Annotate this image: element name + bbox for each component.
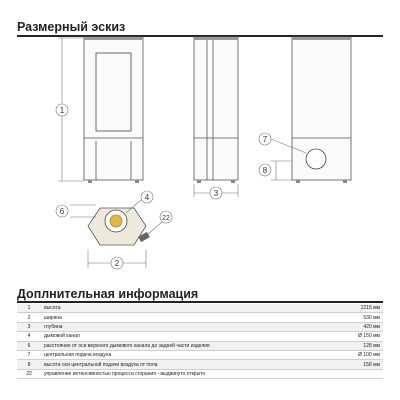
spec-row-label: центральная подача воздуха — [41, 350, 317, 359]
spec-row-number: 2 — [17, 313, 41, 322]
spec-row-value: 158 мм — [317, 360, 383, 369]
spec-row-value — [317, 369, 383, 378]
callout-width: 2 — [114, 259, 120, 268]
spec-row-value: Ø 100 мм — [317, 350, 383, 359]
spec-row-number: 7 — [17, 350, 41, 359]
top-view — [88, 208, 150, 245]
spec-row-label: высота оси центральной подачи воздуха от пола — [41, 360, 317, 369]
spec-row-value: 128 мм — [317, 341, 383, 350]
front-view — [84, 37, 143, 183]
spec-row-label: дымовой канал — [41, 332, 317, 341]
spec-row-value: 420 мм — [317, 322, 383, 331]
spec-row-label: высота — [41, 304, 317, 313]
spec-row-value: Ø 150 мм — [317, 332, 383, 341]
spec-row — [17, 341, 383, 350]
sketch-title: Размерный эскиз — [17, 20, 126, 34]
spec-row-label: управление интенсивностью процесса сгорания - выдвинуто открыто — [41, 369, 317, 378]
spec-row-value: 530 мм — [317, 313, 383, 322]
spec-table — [17, 304, 383, 379]
spec-row — [17, 360, 383, 369]
spec-row — [17, 304, 383, 313]
callout-air-supply-height: 8 — [262, 166, 268, 175]
info-divider — [17, 301, 383, 303]
side-view — [194, 37, 238, 183]
spec-row-number: 4 — [17, 332, 41, 341]
spec-row — [17, 322, 383, 331]
callout-control: 22 — [162, 215, 170, 222]
callout-flue-diameter: 4 — [144, 193, 150, 202]
callout-air-supply: 7 — [262, 135, 268, 144]
callout-height: 1 — [59, 106, 65, 115]
spec-row — [17, 350, 383, 359]
spec-row-number: 3 — [17, 322, 41, 331]
spec-row-label: расстояние от оси верхнего дымового канала до задней части изделия — [41, 341, 317, 350]
spec-row-number: 8 — [17, 360, 41, 369]
spec-row-value: 1215 мм — [317, 304, 383, 313]
spec-row-number: 22 — [17, 369, 41, 378]
back-view — [292, 37, 351, 183]
spec-row — [17, 313, 383, 322]
spec-row — [17, 369, 383, 378]
spec-row — [17, 332, 383, 341]
spec-row-number: 1 — [17, 304, 41, 313]
spec-row-label: ширина — [41, 313, 317, 322]
spec-row-label: глубина — [41, 322, 317, 331]
spec-row-number: 6 — [17, 341, 41, 350]
callout-flue-offset: 6 — [59, 207, 65, 216]
callout-depth: 3 — [213, 189, 219, 198]
info-title: Доплнительная информация — [17, 287, 199, 301]
